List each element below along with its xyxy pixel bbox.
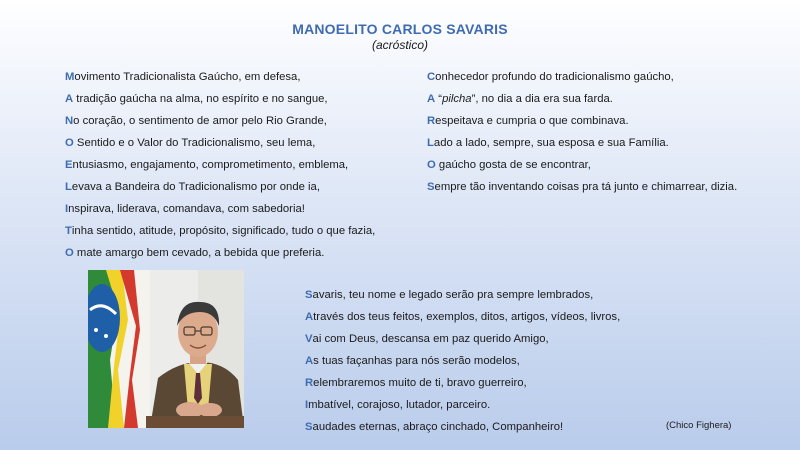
poem-line (65, 110, 375, 132)
poem-line-text: ovimento Tradicionalista Gaúcho, em defesa, (74, 71, 301, 83)
acrostic-initial: T (65, 225, 72, 237)
acrostic-initial: I (65, 203, 69, 215)
poem-line-text: gaúcho gosta de se encontrar, (435, 159, 591, 171)
poem-left-column (65, 66, 375, 264)
poem-line (65, 176, 375, 198)
acrostic-initial: R (305, 377, 314, 389)
poem-line-text: ”, no dia a dia era sua farda. (471, 93, 613, 105)
poem-line-text: Sentido e o Valor do Tradicionalismo, seu lema, (73, 137, 316, 149)
poem-line-text: espeitava e cumpria o que combinava. (435, 115, 629, 127)
poem-line-text: mate amargo bem cevado, a bebida que preferia. (73, 247, 325, 259)
poem-line-text: onhecedor profundo do tradicionalismo gaúcho, (435, 71, 674, 83)
acrostic-initial: S (305, 421, 313, 433)
poem-line (305, 350, 620, 372)
poem-line (65, 154, 375, 176)
poem-line-text-prefix: “ (435, 93, 443, 105)
poem-line (427, 66, 737, 88)
acrostic-initial: I (305, 399, 309, 411)
poem-line (305, 394, 620, 416)
poem-line (65, 88, 375, 110)
poem-line-text: o coração, o sentimento de amor pelo Rio Grande, (73, 115, 327, 127)
poem-line (305, 328, 620, 350)
acrostic-initial: E (65, 159, 73, 171)
poem-line (65, 242, 375, 264)
poem-line (305, 284, 620, 306)
poem-line-text: evava a Bandeira do Tradicionalismo por onde ia, (71, 181, 320, 193)
poem-line-text: empre tão inventando coisas pra tá junto e chimarrear, dizia. (434, 181, 738, 193)
poem-line (427, 110, 737, 132)
acrostic-initial: M (65, 71, 75, 83)
acrostic-initial: A (427, 93, 436, 105)
acrostic-initial: O (65, 247, 74, 259)
acrostic-initial: O (65, 137, 74, 149)
poem-line (427, 154, 737, 176)
poem-line (65, 198, 375, 220)
page-subtitle: (acróstico) (371, 38, 428, 52)
acrostic-initial: S (305, 289, 313, 301)
acrostic-initial: V (305, 333, 313, 345)
page-title: MANOELITO CARLOS SAVARIS (292, 21, 508, 37)
acrostic-initial: A (305, 355, 314, 367)
poem-line (65, 66, 375, 88)
poem-line-text: s tuas façanhas para nós serão modelos, (313, 355, 520, 367)
poem-line-text: audades eternas, abraço cinchado, Companheiro! (312, 421, 564, 433)
poem-line-text: inha sentido, atitude, propósito, significado, tudo o que fazia, (71, 225, 376, 237)
acrostic-initial: S (427, 181, 435, 193)
acrostic-initial: L (65, 181, 72, 193)
acrostic-initial: A (305, 311, 314, 323)
poem-line-text: ai com Deus, descansa em paz querido Amigo, (312, 333, 549, 345)
acrostic-initial: A (65, 93, 74, 105)
portrait-illustration (88, 270, 244, 428)
acrostic-initial: L (427, 137, 434, 149)
portrait-photo (88, 270, 244, 428)
poem-line-text: nspirava, liderava, comandava, com sabedoria! (68, 203, 305, 215)
poem-line-text: ntusiasmo, engajamento, comprometimento, emblema, (72, 159, 349, 171)
poem-bottom-column (305, 284, 620, 438)
poem-line (427, 88, 737, 110)
poem-line (65, 132, 375, 154)
pilcha-emphasis: pilcha (442, 93, 472, 105)
poem-line-text: ado a lado, sempre, sua esposa e sua Família. (433, 137, 669, 149)
poem-line-text: través dos teus feitos, exemplos, ditos, artigos, vídeos, livros, (313, 311, 621, 323)
acrostic-initial: N (65, 115, 74, 127)
acrostic-initial: O (427, 159, 436, 171)
poem-line (427, 176, 737, 198)
acrostic-initial: R (427, 115, 436, 127)
author-credit: (Chico Fighera) (666, 420, 732, 431)
poem-line-text: elembraremos muito de ti, bravo guerreiro, (313, 377, 527, 389)
poem-line (305, 416, 620, 438)
poem-right-column (427, 66, 737, 198)
poem-line-text: mbatível, corajoso, lutador, parceiro. (308, 399, 491, 411)
poem-line-text: avaris, teu nome e legado serão pra sempre lembrados, (312, 289, 594, 301)
poem-line-text: tradição gaúcha na alma, no espírito e no sangue, (73, 93, 328, 105)
poem-line (305, 372, 620, 394)
poem-line (65, 220, 375, 242)
acrostic-initial: C (427, 71, 436, 83)
poem-line (427, 132, 737, 154)
poem-line (305, 306, 620, 328)
